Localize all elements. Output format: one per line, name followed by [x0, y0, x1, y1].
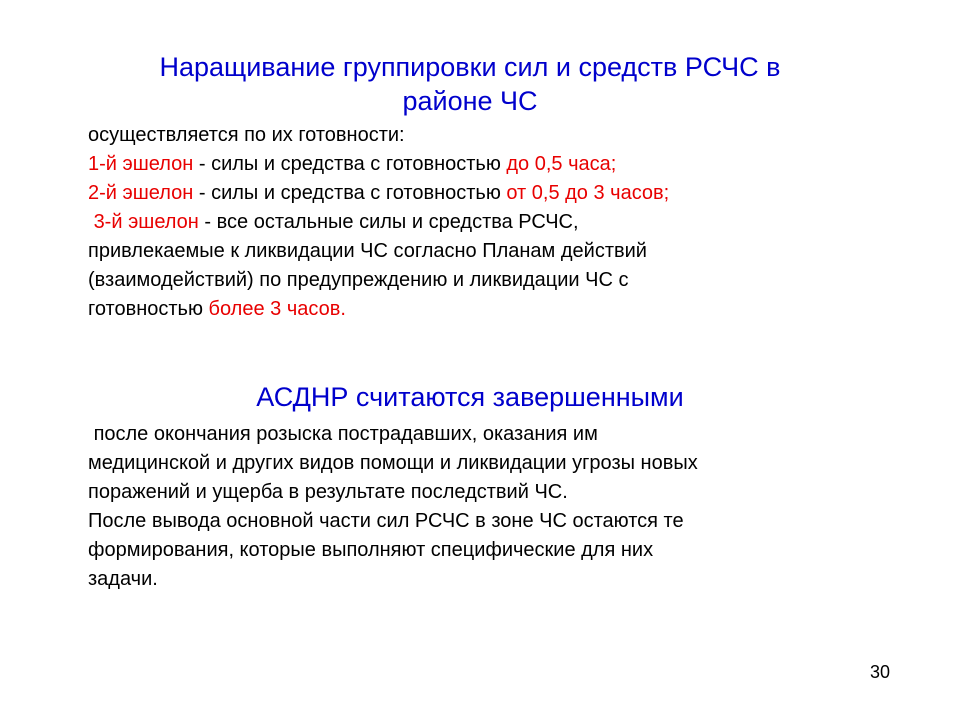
echelon-1-text: - силы и средства с готовностью — [193, 153, 507, 175]
asdnr-line3: поражений и ущерба в результате последствий ЧС. — [88, 481, 568, 503]
echelon-3-label: 3-й эшелон — [88, 211, 199, 233]
echelon-2-label: 2-й эшелон — [88, 182, 194, 204]
page-number: 30 — [870, 662, 891, 682]
slide-title — [90, 50, 850, 118]
asdnr-line6: задачи. — [88, 568, 158, 590]
echelon-3-item — [88, 208, 888, 237]
echelon-3-line4 — [88, 295, 888, 324]
echelon-2-item — [88, 179, 888, 208]
echelon-2-text: - силы и средства с готовностью — [193, 182, 507, 204]
asdnr-line1: после окончания розыска пострадавших, оказания им — [88, 423, 598, 445]
echelon-3-time: более 3 часов. — [208, 298, 346, 320]
readiness-intro: осуществляется по их готовности: — [88, 124, 405, 146]
echelon-2-time: от 0,5 до 3 часов; — [506, 182, 670, 204]
asdnr-line5: формирования, которые выполняют специфические для них — [88, 539, 654, 561]
slide-title-line1: Наращивание группировки сил и средств РСЧС в — [159, 52, 781, 82]
asdnr-section — [88, 420, 888, 594]
echelon-3-line3: (взаимодействий) по предупреждению и ликвидации ЧС с — [88, 269, 629, 291]
readiness-section — [88, 121, 888, 324]
echelon-3-line2: привлекаемые к ликвидации ЧС согласно Планам действий — [88, 240, 647, 262]
echelon-3-text: - все остальные силы и средства РСЧС, — [198, 211, 579, 233]
echelon-1-item — [88, 150, 888, 179]
asdnr-line4: После вывода основной части сил РСЧС в зоне ЧС остаются те — [88, 510, 684, 532]
echelon-1-label: 1-й эшелон — [88, 153, 194, 175]
asdnr-line2: медицинской и других видов помощи и ликвидации угрозы новых — [88, 452, 698, 474]
echelon-1-time: до 0,5 часа; — [506, 153, 617, 175]
echelon-3-line4-text: готовностью — [88, 298, 209, 320]
slide-title-line2: районе ЧС — [402, 86, 538, 116]
asdnr-heading: АСДНР считаются завершенными — [256, 382, 684, 412]
